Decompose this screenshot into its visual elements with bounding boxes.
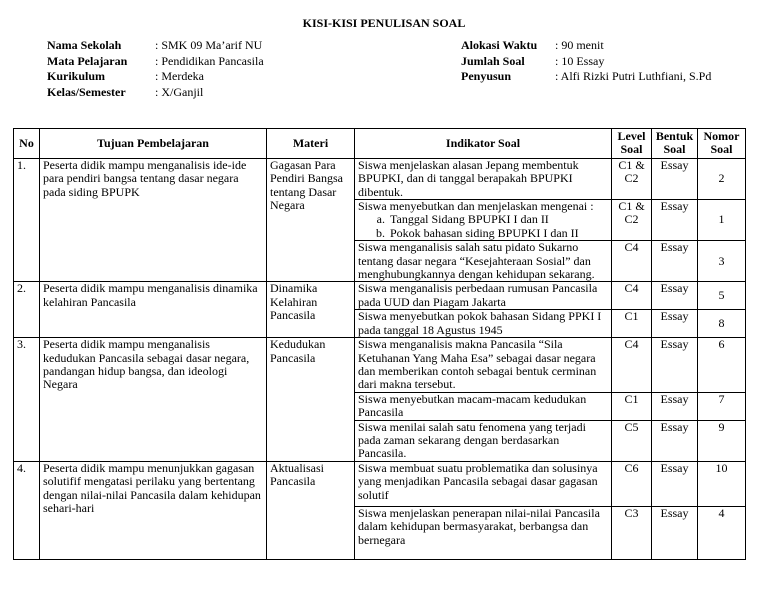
info-value: : X/Ganjil xyxy=(155,84,204,99)
cell-level: C5 xyxy=(612,420,652,461)
cell-no: 1. xyxy=(14,158,40,282)
info-value: : 10 Essay xyxy=(555,53,605,68)
cell-nomor: 6 xyxy=(698,338,746,393)
cell-bentuk: Essay xyxy=(652,420,698,461)
cell-no: 4. xyxy=(14,461,40,559)
info-value: : Merdeka xyxy=(155,69,204,83)
info-label: Nama Sekolah xyxy=(47,38,122,52)
cell-indikator: Siswa menganalisis salah satu pidato Sukarno tentang dasar negara “Kesejahteraan Sosial” dan menghubungkannya dengan kehidupan sekarang. xyxy=(355,241,612,282)
cell-nomor: 7 xyxy=(698,392,746,420)
cell-bentuk: Essay xyxy=(652,506,698,559)
cell-bentuk: Essay xyxy=(652,158,698,199)
info-value: : Alfi Rizki Putri Luthfiani, S.Pd xyxy=(555,69,712,83)
header-info-left xyxy=(47,38,264,100)
info-label: Kurikulum xyxy=(47,69,106,83)
cell-indikator: Siswa menganalisis makna Pancasila “Sila Ketuhanan Yang Maha Esa” sebagai dasar negara dan memberikan contoh sebagai bentuk cerminan dari makna tersebut. xyxy=(355,338,612,393)
cell-indikator: Siswa menyebutkan macam-macam kedudukan Pancasila xyxy=(355,392,612,420)
list-item: a. Tanggal Sidang BPUPKI I dan II xyxy=(388,213,608,226)
table-header-row xyxy=(14,129,746,159)
cell-indikator: Siswa menjelaskan penerapan nilai-nilai Pancasila dalam kehidupan bermasyarakat, berbangsa dan bernegara xyxy=(355,506,612,559)
info-row-kurikulum xyxy=(47,69,264,85)
column-header-materi: Materi xyxy=(267,129,355,159)
cell-nomor: 8 xyxy=(698,310,746,338)
cell-materi: Dinamika Kelahiran Pancasila xyxy=(267,282,355,338)
cell-level: C1 & C2 xyxy=(612,200,652,241)
info-label: Alokasi Waktu xyxy=(461,38,538,52)
cell-level: C4 xyxy=(612,282,652,310)
info-label: Jumlah Soal xyxy=(461,53,525,68)
cell-indikator: Siswa menganalisis perbedaan rumusan Pancasila pada UUD dan Piagam Jakarta xyxy=(355,282,612,310)
info-label: Kelas/Semester xyxy=(47,84,126,99)
info-value: : Pendidikan Pancasila xyxy=(155,53,264,68)
column-header-no: No xyxy=(14,129,40,159)
info-value: : 90 menit xyxy=(555,38,604,52)
cell-bentuk: Essay xyxy=(652,241,698,282)
info-row-nama-sekolah xyxy=(47,38,264,54)
column-header-indikator: Indikator Soal xyxy=(355,129,612,159)
column-header-tujuan: Tujuan Pembelajaran xyxy=(40,129,267,159)
cell-nomor: 4 xyxy=(698,506,746,559)
cell-indikator: Siswa membuat suatu problematika dan solusinya yang menjadikan Pancasila sebagai dasar gagasan solutif xyxy=(355,461,612,506)
header-info-right xyxy=(461,38,711,85)
cell-no: 3. xyxy=(14,338,40,462)
cell-level: C1 xyxy=(612,310,652,338)
cell-level: C4 xyxy=(612,241,652,282)
cell-level: C3 xyxy=(612,506,652,559)
table-row xyxy=(14,158,746,199)
info-row-penyusun xyxy=(461,69,711,85)
table-row xyxy=(14,461,746,506)
indikator-list xyxy=(358,213,608,240)
cell-bentuk: Essay xyxy=(652,310,698,338)
cell-nomor: 9 xyxy=(698,420,746,461)
cell-level: C6 xyxy=(612,461,652,506)
table-row xyxy=(14,282,746,310)
cell-tujuan: Peserta didik mampu menganalisis ide-ide para pendiri bangsa tentang dasar negara pada siding BPUPK xyxy=(40,158,267,282)
kisi-kisi-table xyxy=(13,128,746,560)
cell-materi: Kedudukan Pancasila xyxy=(267,338,355,462)
cell-tujuan: Peserta didik mampu menunjukkan gagasan solutifif mengatasi perilaku yang bertentang dengan nilai-nilai Pancasila dalam kehidupan sehari-hari xyxy=(40,461,267,559)
cell-indikator: Siswa menyebutkan pokok bahasan Sidang PPKI I pada tanggal 18 Agustus 1945 xyxy=(355,310,612,338)
cell-indikator: Siswa menilai salah satu fenomena yang terjadi pada zaman sekarang dengan berdasarkan Pancasila. xyxy=(355,420,612,461)
column-header-nomor: Nomor Soal xyxy=(698,129,746,159)
info-row-mata-pelajaran xyxy=(47,54,264,70)
indikator-text: Siswa menyebutkan dan menjelaskan mengenai : xyxy=(358,199,594,214)
cell-level: C4 xyxy=(612,338,652,393)
cell-nomor: 1 xyxy=(698,200,746,241)
cell-materi: Aktualisasi Pancasila xyxy=(267,461,355,559)
info-value: : SMK 09 Ma’arif NU xyxy=(155,38,263,52)
info-label: Penyusun xyxy=(461,69,512,83)
cell-bentuk: Essay xyxy=(652,200,698,241)
info-row-alokasi-waktu xyxy=(461,38,711,54)
info-label: Mata Pelajaran xyxy=(47,53,128,68)
column-header-level: Level Soal xyxy=(612,129,652,159)
cell-indikator: Siswa menjelaskan alasan Jepang membentuk BPUPKI, dan di tanggal berapakah BPUPKI dibentuk. xyxy=(355,158,612,199)
cell-nomor: 2 xyxy=(698,158,746,199)
cell-bentuk: Essay xyxy=(652,282,698,310)
cell-nomor: 5 xyxy=(698,282,746,310)
cell-nomor: 10 xyxy=(698,461,746,506)
table-row xyxy=(14,338,746,393)
document-title: KISI-KISI PENULISAN SOAL xyxy=(302,16,466,30)
cell-bentuk: Essay xyxy=(652,338,698,393)
cell-nomor: 3 xyxy=(698,241,746,282)
cell-bentuk: Essay xyxy=(652,392,698,420)
cell-bentuk: Essay xyxy=(652,461,698,506)
cell-tujuan: Peserta didik mampu menganalisis kedudukan Pancasila sebagai dasar negara, pandangan hidup bangsa, dan ideologi Negara xyxy=(40,338,267,462)
info-row-kelas-semester xyxy=(47,85,264,101)
cell-level: C1 xyxy=(612,392,652,420)
cell-materi: Gagasan Para Pendiri Bangsa tentang Dasar Negara xyxy=(267,158,355,282)
cell-tujuan: Peserta didik mampu menganalisis dinamika kelahiran Pancasila xyxy=(40,282,267,338)
column-header-bentuk: Bentuk Soal xyxy=(652,129,698,159)
cell-no: 2. xyxy=(14,282,40,338)
list-item: b. Pokok bahasan siding BPUPKI I dan II xyxy=(388,227,608,240)
cell-indikator xyxy=(355,200,612,241)
cell-level: C1 & C2 xyxy=(612,158,652,199)
info-row-jumlah-soal xyxy=(461,54,711,70)
